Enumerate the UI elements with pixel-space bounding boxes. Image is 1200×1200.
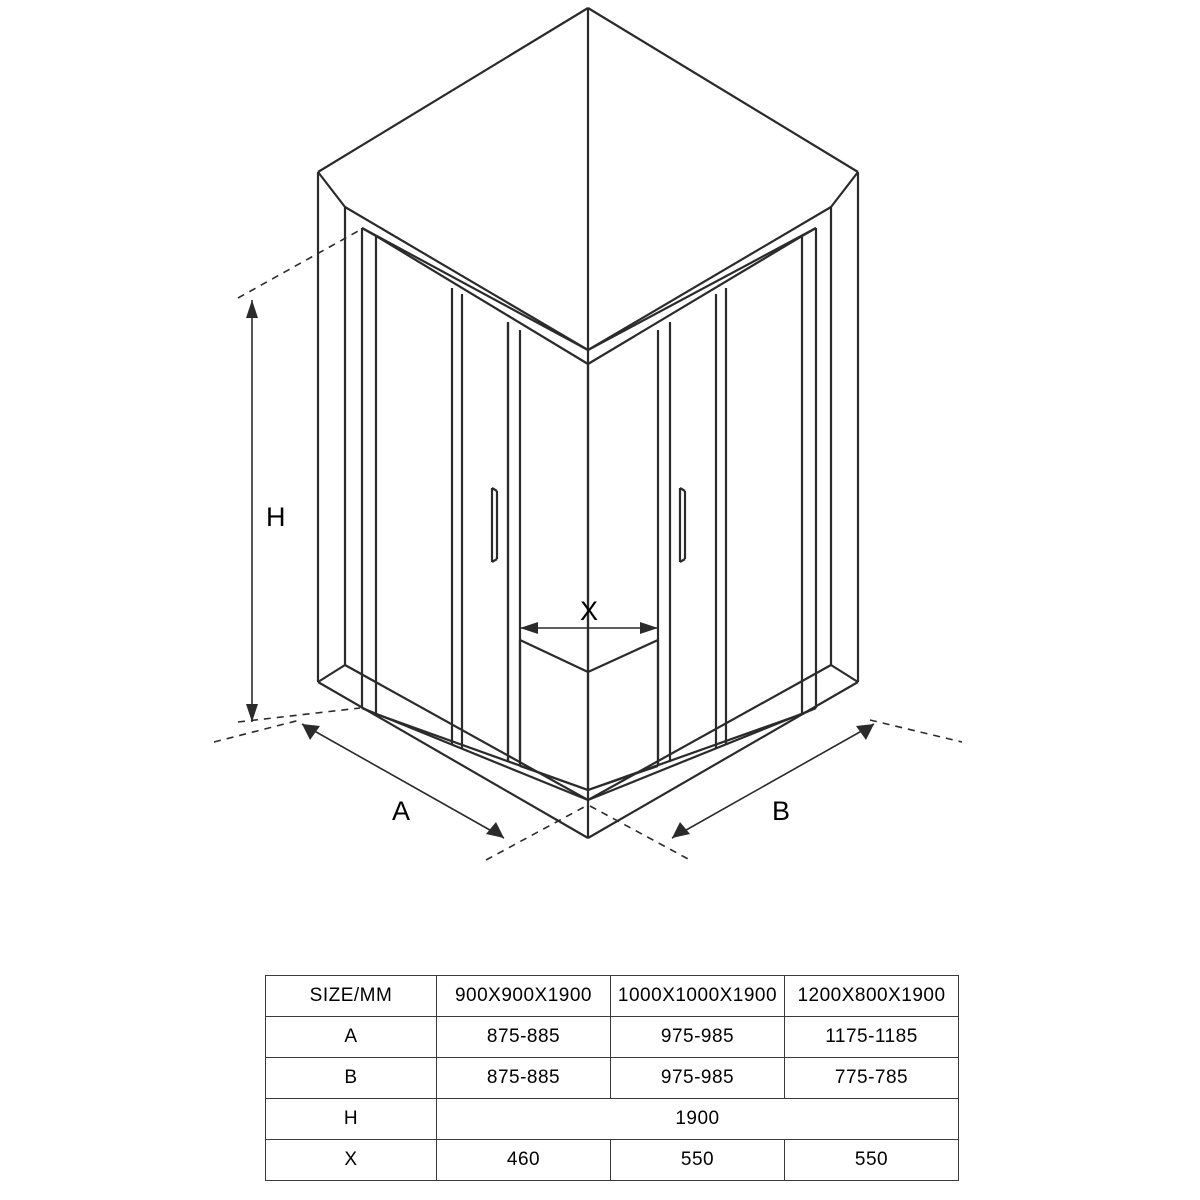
row-h-value-merged: 1900 <box>437 1099 959 1140</box>
dimension-label-h: H <box>266 502 286 532</box>
table-header-col-0: 900X900X1900 <box>437 976 611 1017</box>
table-header-col-2: 1200X800X1900 <box>785 976 959 1017</box>
row-b-value-2: 775-785 <box>785 1058 959 1099</box>
row-a-value-0: 875-885 <box>437 1017 611 1058</box>
table-row <box>266 1099 959 1140</box>
row-a-value-2: 1175-1185 <box>785 1017 959 1058</box>
door-handle-icon-right <box>680 488 685 562</box>
row-b-value-0: 875-885 <box>437 1058 611 1099</box>
row-x-value-2: 550 <box>785 1140 959 1181</box>
table-header-col-1: 1000X1000X1900 <box>611 976 785 1017</box>
table-row <box>266 1017 959 1058</box>
specification-table <box>265 975 946 1181</box>
table-row <box>266 1058 959 1099</box>
dimension-label-b: B <box>772 796 791 826</box>
door-handle-icon-left <box>492 488 497 562</box>
row-x-value-1: 550 <box>611 1140 785 1181</box>
dimension-label-x: X <box>580 596 599 626</box>
row-label-h: H <box>266 1099 437 1140</box>
dimension-label-a: A <box>392 796 411 826</box>
row-a-value-1: 975-985 <box>611 1017 785 1058</box>
row-label-x: X <box>266 1140 437 1181</box>
row-b-value-1: 975-985 <box>611 1058 785 1099</box>
table-header-size: SIZE/MM <box>266 976 437 1017</box>
row-x-value-0: 460 <box>437 1140 611 1181</box>
row-label-b: B <box>266 1058 437 1099</box>
row-label-a: A <box>266 1017 437 1058</box>
table-header-row <box>266 976 959 1017</box>
table-row <box>266 1140 959 1181</box>
